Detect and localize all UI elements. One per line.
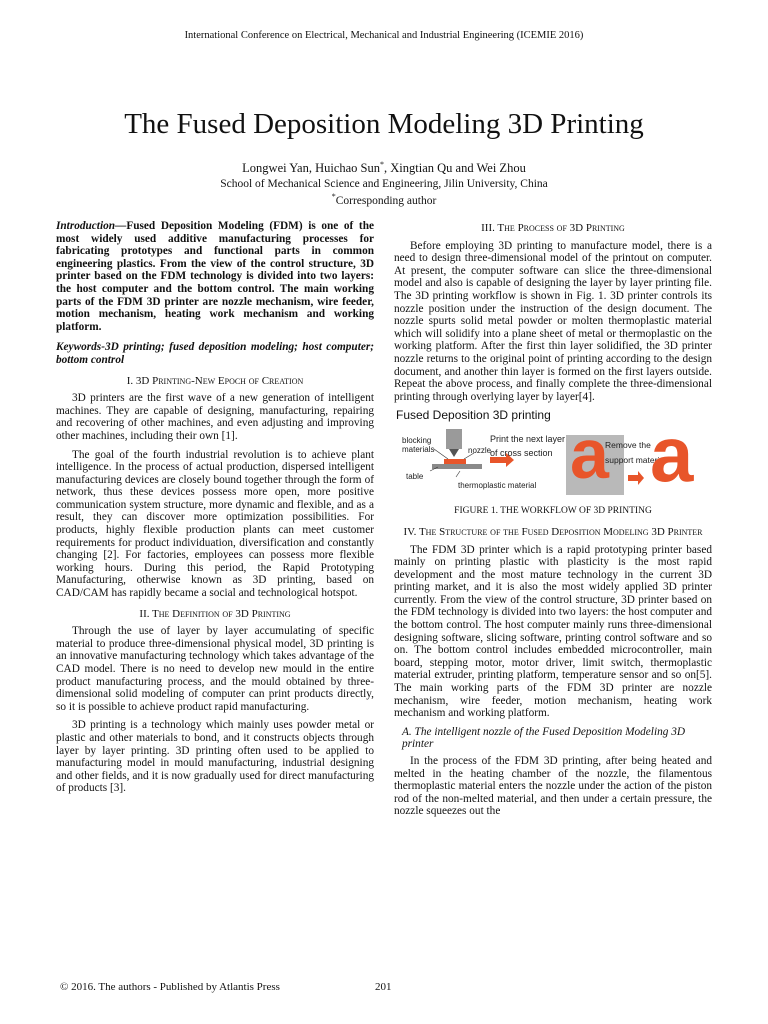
letter-a-final: a (650, 410, 694, 499)
abstract (56, 220, 374, 333)
section-1-paragraph-2: The goal of the fourth industrial revolution is to achieve plant intelligence. In the process of actual production, dispersed intelligent manufacturing devices are closely bound together through the form of network, thus these devices possess more open, more positive communication system structure, more dynamic and flexible, and as a result, they can discover more optimization possibilities. For products, highly flexible production plants can meet customer requirements for product individuation, diversification and constantly changing [2]. For factories, employees can possess more flexible working hours. During this period, the Rapid Prototyping Manufacturing, otherwise known as 3D printing, based on CAD/CAM has rapidly became a social and technological hotspot. (56, 448, 374, 600)
nozzle-tip-shape (449, 449, 459, 457)
subsection-a-paragraph-1: In the process of the FDM 3D printing, after being heated and melted in the heating chamber of the nozzle, the filamentous thermoplastic material enters the nozzle under the action of the piston rod of the non-melted material, and then under a certain pressure, the nozzle squeezes out the (394, 755, 712, 818)
keywords: Keywords-3D printing; fused deposition modeling; host computer; bottom control (56, 341, 374, 366)
subsection-a-heading: A. The intelligent nozzle of the Fused Deposition Modeling 3D printer (402, 725, 686, 751)
blocking-materials-label: blocking materials (402, 436, 435, 455)
corresponding-note-mark: * (331, 192, 336, 201)
section-2-paragraph-2: 3D printing is a technology which mainly uses powder metal or plastic and other materials to bond, and it constructs objects through layer by layer printing. 3D printing often used to be applied to manufacturing model in mould manufacturing, industrial designing and other fields, and it is now gradually used for direct manufacturing of products [3]. (56, 719, 374, 795)
section-3-heading: III. The Process of 3D Printing (481, 222, 625, 234)
thermoplastic-label: thermoplastic material (458, 481, 537, 491)
figure-title: Fused Deposition 3D printing (396, 408, 551, 423)
printed-layer-shape (444, 459, 466, 464)
page-number: 201 (375, 981, 392, 993)
abstract-label: Introduction— (56, 220, 127, 232)
letter-a-in-support: a (570, 415, 609, 494)
nozzle-body-shape (446, 429, 462, 449)
affiliation: School of Mechanical Science and Engineering, Jilin University, China (220, 178, 548, 190)
thermo-pointer (456, 471, 460, 477)
corresponding-mark: * (380, 160, 385, 169)
abstract-text: Fused Deposition Modeling (FDM) is one of the most widely used additive manufacturing processes for fabricating prototypes and functional parts in common engineering plastics. From the view of the control structure, 3D printer based on the FDM technology is divided into two layers: the host computer and the bottom control. The main working parts of the FDM 3D printer are nozzle mechanism, wire feeder, motion mechanism, heating work mechanism and working platform. (56, 220, 374, 333)
figure-1-caption: FIGURE 1. THE WORKFLOW OF 3D PRINTING (454, 506, 652, 517)
right-column (394, 220, 712, 824)
left-column (56, 220, 374, 801)
corresponding-author-note (0, 192, 768, 207)
author-list (0, 160, 768, 176)
arrow-2-shape (628, 471, 644, 485)
corresponding-note-text: Corresponding author (335, 194, 437, 207)
author-names: Longwei Yan, Huichao Sun (242, 161, 381, 176)
remove-support-label: Remove the support material (605, 440, 666, 466)
section-3-paragraph-1: Before employing 3D printing to manufacture model, there is a need to design three-dimensional model of the printout on computer. At present, the computer software can slice the three-dimensional model and also is capable of designing the layer by layer printing file. The 3D printing workflow is shown in Fig. 1. 3D printer controls its nozzle position under the instruction of the design document. The nozzle spurts solid metal powder or molten thermoplastic material which will solidify into a plane sheet of metal or thermoplastic on the working platform. After the first thin layer solidified, the 3D printer nozzle returns to the original point of printing according to the design document, and another thin layer is formed on the first layers outside. Repeat the above process, and finally complete the three-dimensional printing through overlying layer by layer[4]. (394, 239, 712, 403)
table-shape (432, 464, 482, 469)
author-names-rest: , Xingtian Qu and Wei Zhou (384, 161, 526, 176)
conference-header: International Conference on Electrical, Mechanical and Industrial Engineering (ICEMIE 2016) (184, 30, 584, 41)
figure-1 (394, 409, 712, 499)
nozzle-label: nozzle (468, 446, 492, 456)
next-layer-label: Print the next layer of cross section (490, 434, 566, 459)
section-4-paragraph-1: The FDM 3D printer which is a rapid prototyping printer based mainly on printing plastic with plasticity is the most rapid development and the most mature technology in the current 3D printing market, and it is also the most widely applied 3D printer currently. From the view of the control structure, 3D printer based on the FDM technology is divided into two layers: the host computer and the bottom control. The host computer mainly runs three-dimensional designing software, slicing software, printing control software and so on. The bottom control includes embedded microcontroller, main board, stepping motor, motor driver, limit switch, thermoplastic material extruder, printing platform, temperature sensor and so on[5]. The main working parts of the FDM 3D printer are nozzle mechanism, wire feeder, motion mechanism, heating work mechanism and working platform. (394, 543, 712, 720)
section-1-paragraph-1: 3D printers are the first wave of a new generation of intelligent machines. They are capable of designing, manufacturing, repairing and recovering of other machines, and even adjusting and improving other machines, including their own [1]. (56, 392, 374, 442)
section-2-heading: II. The Definition of 3D Printing (139, 607, 291, 620)
section-4-heading: IV. The Structure of the Fused Deposition Modeling 3D Printer (403, 525, 703, 538)
section-1-heading: I. 3D Printing-New Epoch of Creation (126, 374, 304, 387)
paper-title: The Fused Deposition Modeling 3D Printing (124, 108, 644, 140)
copyright-footer: © 2016. The authors - Published by Atlantis Press (60, 981, 280, 993)
table-label: table (406, 472, 424, 482)
section-2-paragraph-1: Through the use of layer by layer accumulating of specific material to produce three-dimensional physical model, 3D printing is an innovative manufacturing technology which takes advantage of the CAD model. There is no need to develop new mould in the entire product manufacturing process, and the mould obtained by three-dimensional solid modeling of computer can print products directly, so it is possible to achieve product rapid manufacturing. (56, 625, 374, 713)
